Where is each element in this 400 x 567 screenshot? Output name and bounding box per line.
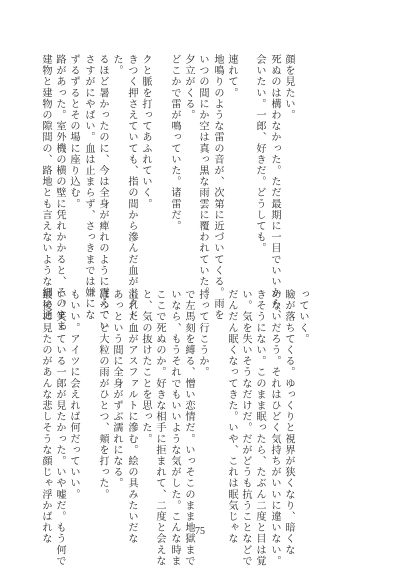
text-line: いつの間にか空は真っ黒な雨雲に覆われていた。 <box>197 54 208 299</box>
text-line: 路があった。室外機の横の壁に凭れかかると、そのまま <box>54 54 65 332</box>
text-line: 瞼が落ちてくる。ゆっくりと視界が狭くなり、暗くな <box>283 289 294 556</box>
text-line: さすがにやばい。血は止まらず、さっきまでは嫌にな <box>83 54 94 321</box>
text-line: いなら、もうそれでもいいような気がした。こんな時ま <box>169 289 180 567</box>
text-line: もいい。アイツに会えれば何だっていい。 <box>68 289 79 500</box>
text-line: い。気を失いそうなだけだ。だがどうも抗うことなどで <box>240 289 251 567</box>
text-line: 溢れた血がアスファルトに滲む。絵の具みたいだな <box>126 289 137 545</box>
text-line: ここで死ぬのか。好きな相手に拒まれて、二度と会えな <box>154 289 165 567</box>
text-line: い。笑っている一郎が見たかった。いや嘘だ。もう何で <box>54 289 65 567</box>
text-line: 会いたい。一郎、好きだ。どうしても。 <box>254 54 265 254</box>
text-line: きそうにない。このまま眠ったら、たぶん二度と目は覚 <box>254 289 265 567</box>
text-line: あっという間に全身がずぶ濡れになる。 <box>111 289 122 489</box>
text-line: めないだろう。それはひどく気持ちがいいに違いない。 <box>269 289 280 567</box>
text-line: るほど暑かったのに、今は全身が痺れのように震えてい <box>97 54 108 332</box>
text-line: 持って行こうか。 <box>197 289 208 378</box>
text-line: 夕立がくる。 <box>183 54 194 121</box>
text-line: 地鳴りのような雷の音が、次第に近づいてくる。雨を <box>212 54 223 321</box>
text-line: クと脈を打ってあふれていく。 <box>140 54 151 210</box>
text-line: と、気の抜けたことを思った。 <box>140 289 151 445</box>
text-line: 死ぬのは構わなかった。ただ最期に一目でいいから、 <box>269 54 280 321</box>
text-line: 顔を見たい。 <box>283 54 294 121</box>
page-number: 75 <box>195 526 205 537</box>
text-line: た。 <box>111 54 122 77</box>
text-line: きつく押さえていても、指の間から滲んだ血がドクド <box>126 54 137 321</box>
text-line: 建物と建物の隙間の、路地とも言えないような細い通 <box>40 54 51 321</box>
text-line: ぽつ、と大粒の雨がひとつ、頬を打った。 <box>97 289 108 500</box>
text-line: 連れて。 <box>226 54 237 99</box>
text-line: っていく。 <box>297 289 308 345</box>
text-line: 最後に見たのがあんな悲しそうな顔じゃ浮かばれな <box>40 289 51 545</box>
text-line: だんだん眠くなってきた。いや、これは眠気じゃな <box>226 289 237 545</box>
text-line: ずるずるとその場に座り込む。 <box>68 54 79 210</box>
text-line: どこかで雷が鳴っていた。诸雷だ。 <box>169 54 180 232</box>
text-line: で左馬刻を縛る、憎い恋情だ。いっそこのまま地獄まで <box>183 289 194 567</box>
